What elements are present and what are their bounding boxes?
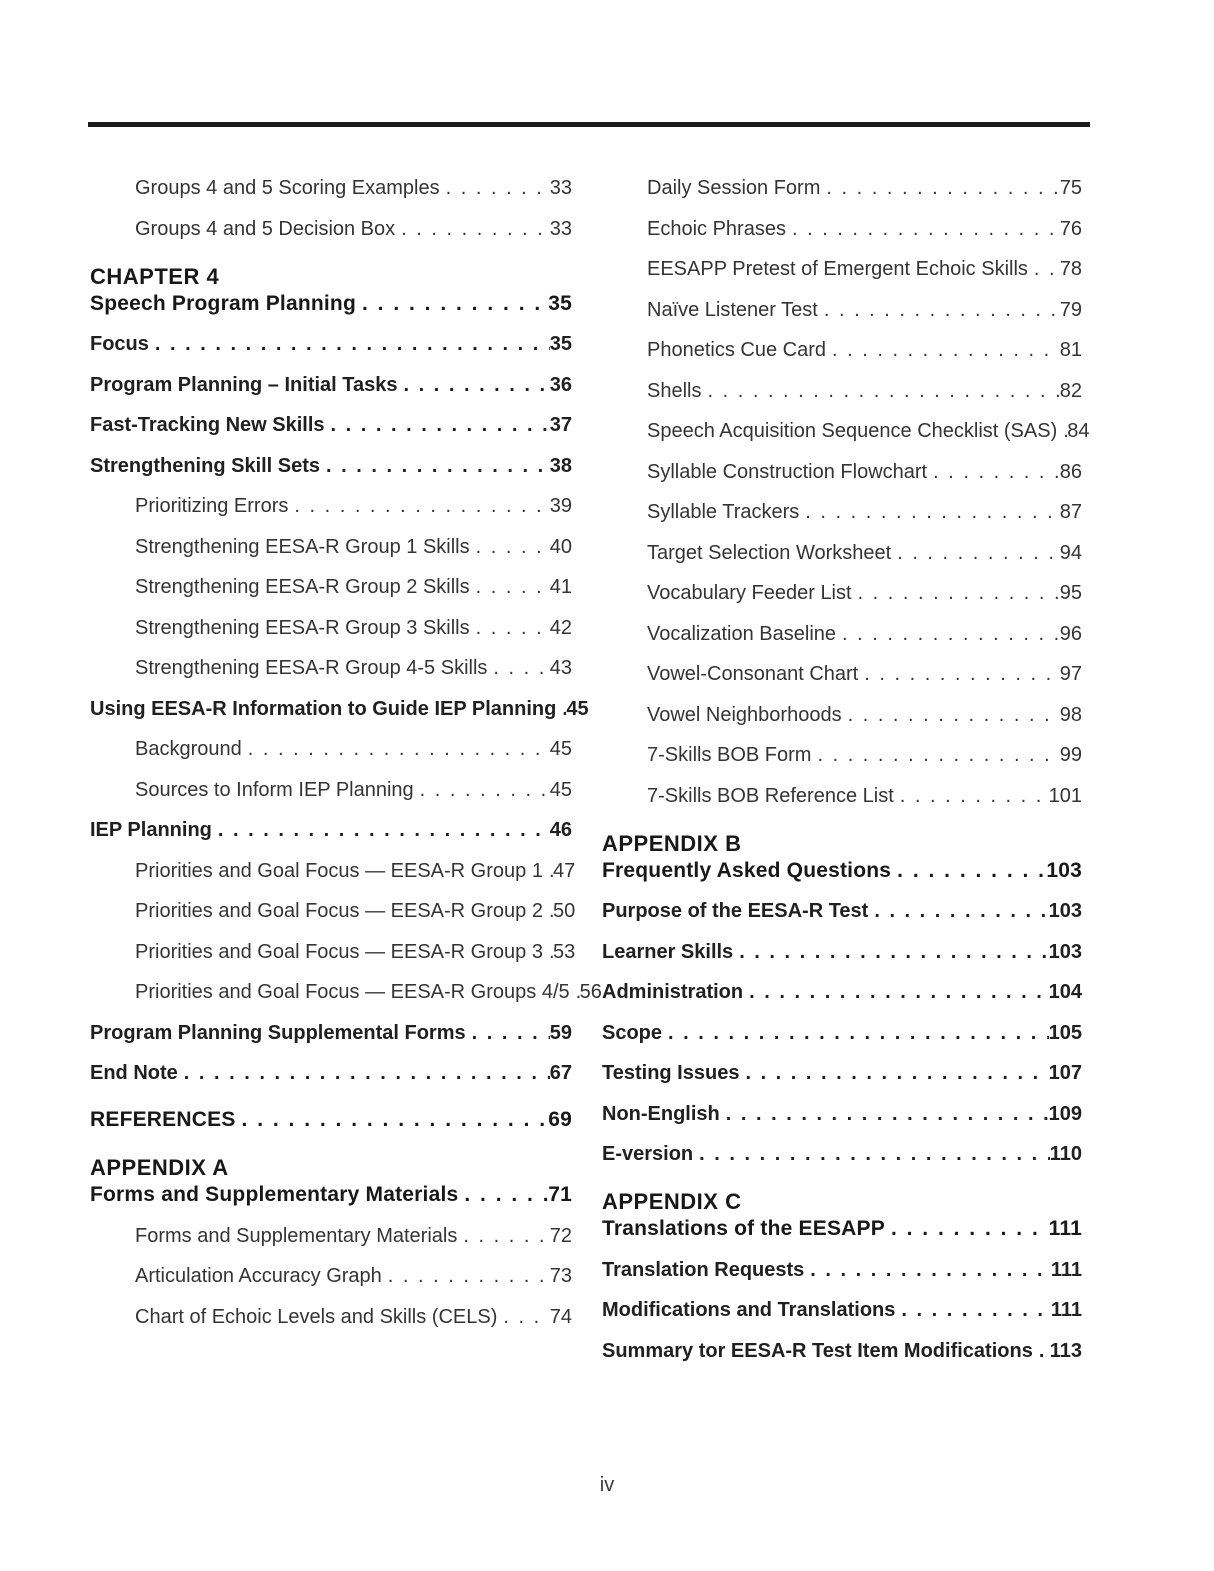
- dot-leader: [487, 656, 549, 680]
- toc-entry-label: Scope: [602, 1021, 663, 1044]
- toc-entry-label: Learner Skills: [602, 940, 734, 963]
- toc-entry-page: 104: [1048, 981, 1082, 1003]
- toc-entry-label: Groups 4 and 5 Decision Box: [135, 217, 396, 240]
- toc-entry: [90, 778, 572, 802]
- toc-column-left: [90, 176, 602, 1345]
- toc-entry-page: 107: [1048, 1062, 1082, 1084]
- toc-entry-label: Naïve Listener Test: [647, 298, 818, 321]
- toc-entry-label: Syllable Construction Flowchart: [647, 460, 928, 483]
- toc-entry: [90, 176, 572, 200]
- toc-entry-label: Chart of Echoic Levels and Skills (CELS): [135, 1305, 498, 1328]
- toc-entry-label: Forms and Supplementary Materials: [135, 1224, 458, 1247]
- toc-entry: [602, 1102, 1082, 1126]
- toc-entry: [602, 298, 1082, 322]
- toc-entry-label: Echoic Phrases: [647, 217, 786, 240]
- toc-entry-page: 53: [552, 940, 576, 963]
- toc-entry-label: Strengthening EESA-R Group 1 Skills: [135, 535, 470, 558]
- toc-entry-page: 101: [1048, 784, 1082, 807]
- toc-entry: [602, 1217, 1082, 1241]
- dot-leader: [543, 899, 553, 923]
- dot-leader: [858, 662, 1060, 686]
- dot-leader: [799, 500, 1059, 524]
- dot-leader: [701, 379, 1059, 403]
- toc-entry-label: Vowel Neighborhoods: [647, 703, 842, 726]
- toc-entry: [602, 581, 1082, 605]
- toc-entry: [602, 899, 1082, 923]
- toc-entry-page: 86: [1059, 460, 1082, 483]
- toc-entry-page: 103: [1048, 940, 1082, 963]
- toc-entry: [602, 1061, 1082, 1085]
- dot-leader: [739, 1061, 1048, 1085]
- dot-leader: [543, 859, 553, 883]
- toc-section-appendix-b: [602, 831, 1082, 883]
- toc-entry-page: 111: [1050, 1299, 1082, 1321]
- toc-entry: [90, 575, 572, 599]
- dot-leader: [1028, 257, 1060, 281]
- dot-leader: [320, 454, 550, 478]
- toc-entry: [90, 1305, 572, 1329]
- dot-leader: [820, 176, 1059, 200]
- toc-entry-label: REFERENCES: [90, 1108, 236, 1131]
- toc-entry: [602, 622, 1082, 646]
- toc-entry-page: 35: [548, 291, 572, 315]
- toc-entry: [90, 859, 576, 883]
- toc-entry: [602, 1339, 1082, 1363]
- dot-leader: [786, 217, 1060, 241]
- toc-entry: [90, 292, 572, 316]
- toc-entry: [602, 379, 1082, 403]
- toc-entry-label: Strengthening Skill Sets: [90, 454, 321, 477]
- toc-entry-page: 105: [1048, 1021, 1082, 1044]
- toc-entry-label: Program Planning Supplemental Forms: [90, 1021, 466, 1044]
- toc-entry-label: EESAPP Pretest of Emergent Echoic Skills: [647, 258, 1028, 280]
- toc-entry-label: Translation Requests: [602, 1258, 805, 1281]
- toc-entry: [90, 373, 572, 397]
- section-kicker: APPENDIX A: [90, 1155, 229, 1180]
- toc-entry-label: Program Planning – Initial Tasks: [90, 373, 398, 396]
- toc-entry: [90, 535, 572, 559]
- dot-leader: [891, 859, 1046, 883]
- dot-leader: [288, 494, 549, 518]
- toc-entry: [90, 697, 589, 721]
- toc-entry: [602, 338, 1082, 362]
- toc-entry: [90, 1061, 572, 1085]
- dot-leader: [842, 703, 1060, 727]
- section-kicker: APPENDIX C: [602, 1189, 742, 1214]
- toc-entry-label: Summary tor EESA-R Test Item Modifications: [602, 1339, 1033, 1362]
- toc-entry-page: 47: [552, 859, 576, 882]
- toc-entry-label: Non-English: [602, 1102, 720, 1125]
- toc-entry-label: E-version: [602, 1143, 694, 1165]
- toc-entry-label: Priorities and Goal Focus — EESA-R Group 1: [135, 859, 543, 882]
- dot-leader: [470, 575, 550, 599]
- dot-leader: [543, 940, 553, 964]
- toc-entry-page: 110: [1049, 1143, 1082, 1165]
- toc-entry: [90, 1224, 572, 1248]
- toc-entry-label: End Note: [90, 1062, 178, 1084]
- toc-entry-page: 84: [1067, 420, 1090, 442]
- toc-entry: [90, 454, 572, 478]
- toc-entry-label: Speech Program Planning: [90, 291, 356, 315]
- toc-entry-page: 50: [552, 900, 576, 922]
- toc-entry-page: 45: [549, 738, 572, 760]
- toc-entry-label: Background: [135, 738, 242, 760]
- toc-section-references: [90, 1108, 572, 1132]
- toc-entry: [602, 743, 1082, 767]
- toc-entry-label: Articulation Accuracy Graph: [135, 1265, 382, 1287]
- toc-entry: [602, 703, 1082, 727]
- toc-entry: [90, 980, 602, 1004]
- toc-entry-page: 71: [548, 1183, 572, 1206]
- dot-leader: [457, 1224, 549, 1248]
- toc-entry: [90, 494, 572, 518]
- toc-entry: [602, 541, 1082, 565]
- toc-entry-label: Groups 4 and 5 Scoring Examples: [135, 177, 440, 199]
- dot-leader: [440, 176, 550, 200]
- toc-entry-label: Sources to Inform IEP Planning: [135, 778, 414, 801]
- toc-entry-label: Syllable Trackers: [647, 501, 800, 523]
- toc-entry: [602, 257, 1082, 281]
- toc-entry-page: 45: [549, 778, 572, 801]
- toc-entry: [602, 419, 1090, 443]
- toc-entry-label: Translations of the EESAPP: [602, 1217, 885, 1240]
- dot-leader: [466, 1021, 550, 1045]
- dot-leader: [852, 581, 1060, 605]
- toc-entry-label: Shells: [647, 379, 702, 402]
- toc-entry-page: 36: [549, 373, 572, 396]
- toc-entry-label: Vocalization Baseline: [647, 622, 837, 645]
- toc-entry: [602, 980, 1082, 1004]
- dot-leader: [570, 980, 580, 1004]
- toc-entry-label: 7-Skills BOB Form: [647, 744, 812, 766]
- toc-entry: [602, 1258, 1082, 1282]
- toc-entry-page: 59: [549, 1021, 572, 1044]
- toc-entry-label: Using EESA-R Information to Guide IEP Planning: [90, 697, 557, 720]
- toc-entry-page: 87: [1059, 501, 1082, 523]
- toc-entry: [602, 1021, 1082, 1045]
- dot-leader: [382, 1264, 550, 1288]
- dot-leader: [178, 1061, 550, 1085]
- toc-entry: [602, 1298, 1082, 1322]
- toc-entry-page: 39: [549, 495, 572, 517]
- dot-leader: [836, 622, 1060, 646]
- toc-entry: [602, 176, 1082, 200]
- toc-entry: [90, 217, 572, 241]
- dot-leader: [804, 1258, 1051, 1282]
- toc-entry: [90, 413, 572, 437]
- dot-leader: [398, 373, 550, 397]
- toc-entry-page: 78: [1059, 258, 1082, 280]
- toc-entry-page: 43: [549, 657, 572, 679]
- dot-leader: [894, 784, 1049, 808]
- toc-section-appendix-c: [602, 1189, 1082, 1241]
- dot-leader: [325, 413, 550, 437]
- toc-entry-label: Modifications and Translations: [602, 1299, 896, 1321]
- toc-entry-page: 103: [1046, 858, 1082, 882]
- toc-entry-page: 37: [549, 414, 572, 436]
- dot-leader: [236, 1108, 549, 1132]
- dot-leader: [662, 1021, 1049, 1045]
- toc-entry-page: 35: [549, 333, 572, 355]
- toc-entry-label: Priorities and Goal Focus — EESA-R Groups 4/5: [135, 981, 570, 1003]
- toc-entry-label: Target Selection Worksheet: [647, 541, 892, 564]
- dot-leader: [826, 338, 1060, 362]
- toc-entry-label: Vocabulary Feeder List: [647, 582, 852, 604]
- toc-entry-page: 111: [1050, 1258, 1082, 1281]
- toc-entry: [90, 818, 572, 842]
- toc-entry-page: 81: [1059, 339, 1082, 361]
- toc-entry-page: 33: [549, 177, 572, 199]
- toc-entry: [602, 662, 1082, 686]
- toc-entry-label: Forms and Supplementary Materials: [90, 1183, 459, 1206]
- toc-entry-label: Frequently Asked Questions: [602, 858, 892, 882]
- toc-entry-label: Testing Issues: [602, 1062, 740, 1084]
- toc-entry-label: Daily Session Form: [647, 177, 821, 199]
- toc-entry-label: Strengthening EESA-R Group 4-5 Skills: [135, 657, 488, 679]
- toc-entry-label: Phonetics Cue Card: [647, 339, 826, 361]
- toc-entry-label: Vowel-Consonant Chart: [647, 663, 859, 685]
- toc-entry-label: Purpose of the EESA-R Test: [602, 900, 869, 922]
- toc-entry-page: 38: [549, 454, 572, 477]
- toc-entry-page: 73: [549, 1265, 572, 1287]
- toc-entry-page: 98: [1059, 703, 1082, 726]
- section-kicker: CHAPTER 4: [90, 263, 220, 289]
- toc-entry-page: 45: [566, 697, 589, 720]
- dot-leader: [458, 1183, 548, 1207]
- dot-leader: [885, 1217, 1049, 1241]
- dot-leader: [720, 1102, 1049, 1126]
- toc-entry-page: 97: [1059, 663, 1082, 685]
- toc-entry-label: Administration: [602, 981, 744, 1003]
- page-number: iv: [599, 1474, 615, 1496]
- toc-entry: [90, 656, 572, 680]
- toc-entry-page: 95: [1059, 582, 1082, 604]
- toc-entry-page: 82: [1059, 379, 1082, 402]
- toc-entry-page: 74: [549, 1305, 572, 1328]
- toc-entry-page: 40: [549, 535, 572, 558]
- dot-leader: [818, 298, 1060, 322]
- toc-entry: [602, 940, 1082, 964]
- toc-entry: [90, 1108, 572, 1132]
- dot-leader: [414, 778, 550, 802]
- dot-leader: [212, 818, 550, 842]
- toc-entry-page: 69: [548, 1108, 572, 1131]
- dot-leader: [242, 737, 550, 761]
- toc-entry: [602, 500, 1082, 524]
- toc-entry: [90, 737, 572, 761]
- dot-leader: [395, 217, 550, 241]
- toc-entry: [90, 332, 572, 356]
- dot-leader: [1057, 419, 1067, 443]
- dot-leader: [470, 535, 550, 559]
- toc-entry-page: 94: [1059, 541, 1082, 564]
- dot-leader: [149, 332, 550, 356]
- toc-entry-label: Speech Acquisition Sequence Checklist (SAS): [647, 420, 1058, 442]
- toc-entry: [90, 940, 576, 964]
- toc-entry-label: IEP Planning: [90, 819, 212, 841]
- toc-entry-page: 72: [549, 1224, 572, 1247]
- dot-leader: [895, 1298, 1050, 1322]
- toc-entry: [602, 859, 1082, 883]
- toc-entry-label: Strengthening EESA-R Group 2 Skills: [135, 576, 470, 598]
- dot-leader: [927, 460, 1060, 484]
- toc-entry: [90, 1264, 572, 1288]
- toc-entry-page: 41: [549, 576, 572, 598]
- dot-leader: [556, 697, 566, 721]
- toc-entry: [602, 460, 1082, 484]
- toc-entry-page: 46: [549, 819, 572, 841]
- toc-entry-page: 99: [1059, 744, 1082, 766]
- dot-leader: [743, 980, 1049, 1004]
- toc-section-chapter-4: [90, 264, 572, 316]
- toc-entry-label: Focus: [90, 333, 149, 355]
- toc-entry: [602, 784, 1082, 808]
- toc-entry-label: 7-Skills BOB Reference List: [647, 784, 894, 807]
- dot-leader: [733, 940, 1048, 964]
- dot-leader: [891, 541, 1060, 565]
- dot-leader: [356, 292, 548, 316]
- toc-entry: [90, 616, 572, 640]
- header-rule: [88, 122, 1090, 127]
- toc-entry-label: Priorities and Goal Focus — EESA-R Group 2: [135, 900, 543, 922]
- dot-leader: [1033, 1339, 1050, 1363]
- toc-entry-page: 75: [1059, 177, 1082, 199]
- toc-entry: [602, 217, 1082, 241]
- toc-entry-page: 67: [549, 1062, 572, 1084]
- toc-entry-page: 76: [1059, 217, 1082, 240]
- toc-entry-page: 56: [579, 981, 602, 1003]
- section-kicker: APPENDIX B: [602, 830, 742, 856]
- toc-section-appendix-a: [90, 1155, 572, 1207]
- toc-entry-label: Strengthening EESA-R Group 3 Skills: [135, 616, 470, 639]
- toc-entry-label: Fast-Tracking New Skills: [90, 414, 325, 436]
- toc-entry: [90, 1021, 572, 1045]
- toc-entry-label: Prioritizing Errors: [135, 495, 289, 517]
- dot-leader: [497, 1305, 549, 1329]
- toc-column-right: [602, 176, 1090, 1379]
- toc-entry-page: 109: [1048, 1102, 1082, 1125]
- toc-entry-page: 79: [1059, 298, 1082, 321]
- toc-entry-page: 113: [1049, 1339, 1082, 1362]
- toc-entry-page: 33: [549, 217, 572, 240]
- dot-leader: [811, 743, 1059, 767]
- toc-entry: [90, 1183, 572, 1207]
- toc-entry-label: Priorities and Goal Focus — EESA-R Group 3: [135, 940, 543, 963]
- toc-entry-page: 42: [549, 616, 572, 639]
- dot-leader: [693, 1142, 1050, 1166]
- toc-entry: [602, 1142, 1082, 1166]
- toc-entry-page: 103: [1048, 900, 1082, 922]
- toc-entry: [90, 899, 576, 923]
- toc-entry-page: 111: [1048, 1217, 1082, 1240]
- toc-entry-page: 96: [1059, 622, 1082, 645]
- dot-leader: [470, 616, 550, 640]
- dot-leader: [868, 899, 1048, 923]
